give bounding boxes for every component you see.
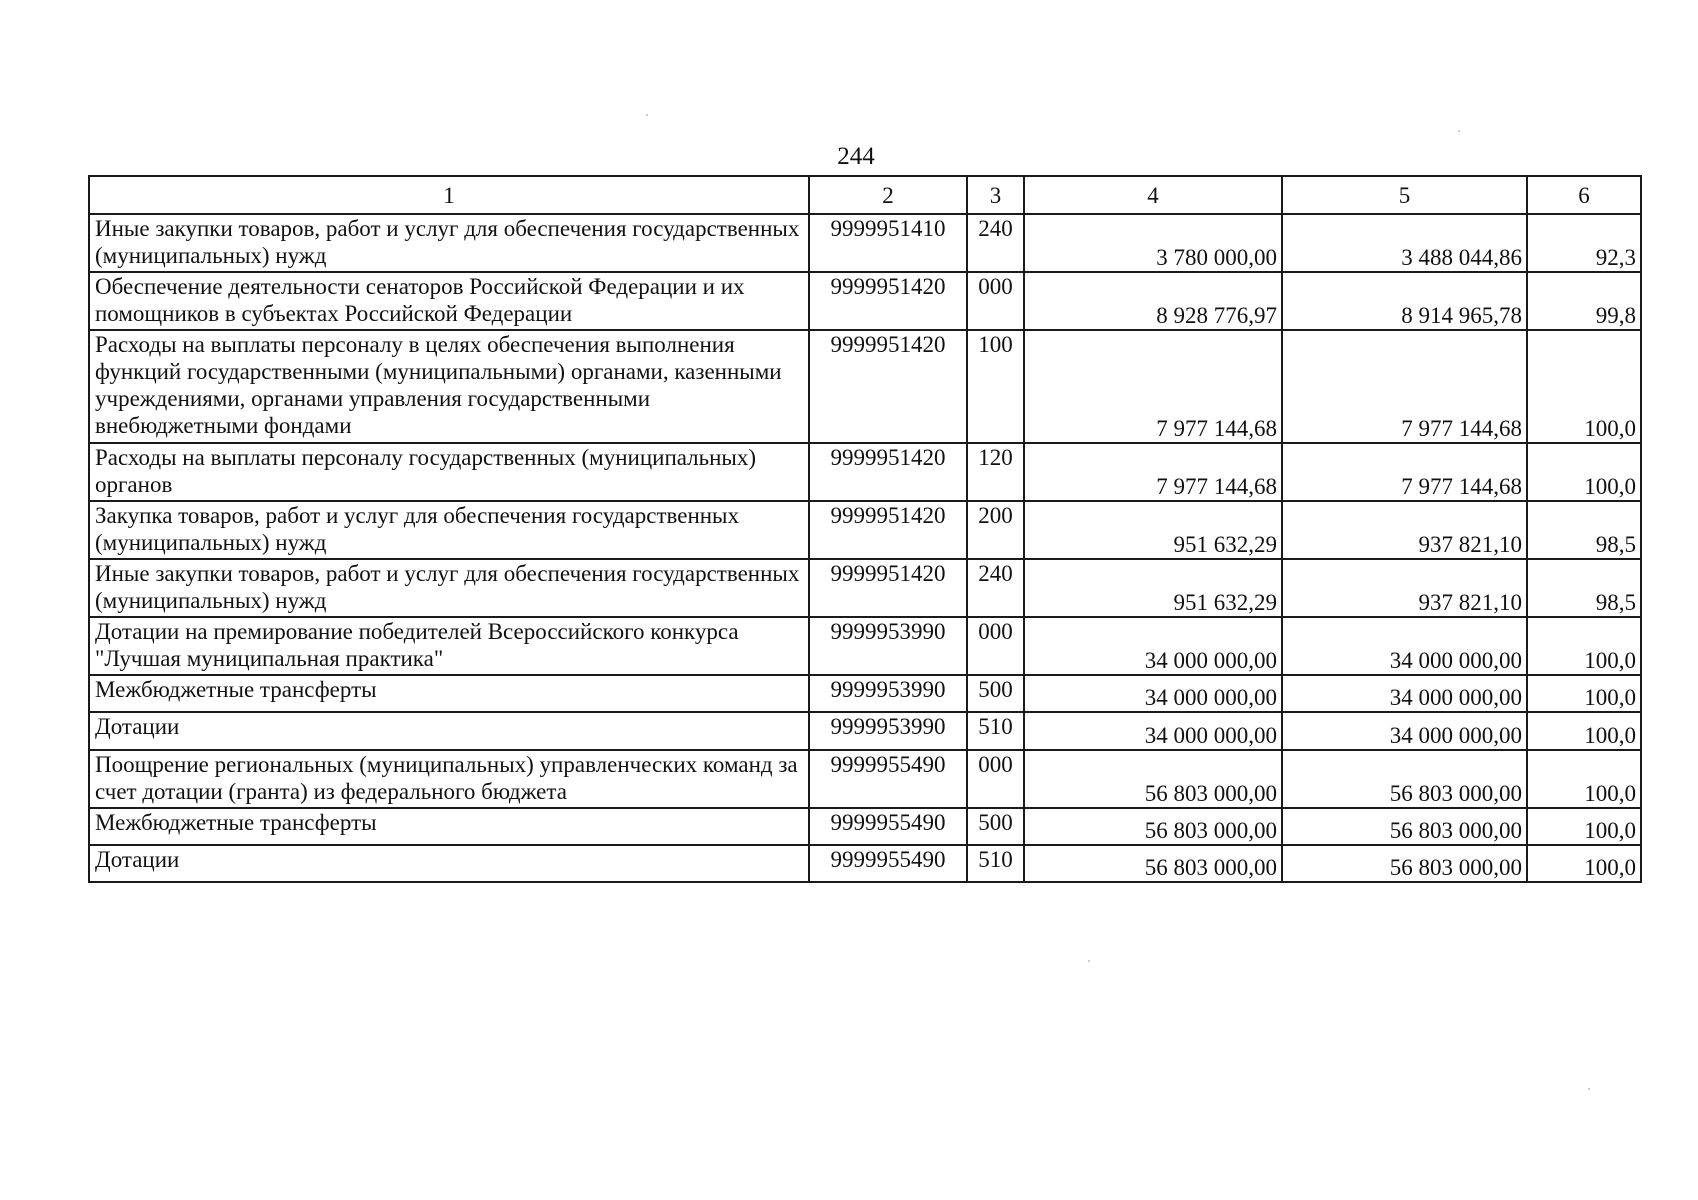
actual-amount-cell: 7 977 144,68: [1282, 330, 1527, 443]
target-code-cell: 9999953990: [809, 675, 967, 712]
percent-cell: 98,5: [1527, 559, 1641, 617]
table-row: [89, 559, 1641, 617]
percent-cell: 100,0: [1527, 845, 1641, 882]
expense-name-cell: Расходы на выплаты персоналу в целях обеспечения выполнения функций государственными (муниципальными) органами, казенными учреждениями, органами управления государственными внебюджетными фондами: [89, 330, 809, 443]
expense-name-cell: Дотации: [89, 845, 809, 882]
target-code-cell: 9999951420: [809, 443, 967, 501]
target-code-cell: 9999953990: [809, 712, 967, 750]
expense-name-cell: Иные закупки товаров, работ и услуг для обеспечения государственных (муниципальных) нужд: [89, 559, 809, 617]
target-code-cell: 9999955490: [809, 845, 967, 882]
expense-name-cell: Дотации: [89, 712, 809, 750]
planned-amount-cell: 7 977 144,68: [1024, 443, 1282, 501]
table-header-row: [89, 176, 1641, 214]
actual-amount-cell: 34 000 000,00: [1282, 617, 1527, 675]
expense-name-cell: Дотации на премирование победителей Всероссийского конкурса "Лучшая муниципальная практика": [89, 617, 809, 675]
expense-name-cell: Межбюджетные трансферты: [89, 675, 809, 712]
planned-amount-cell: 56 803 000,00: [1024, 750, 1282, 808]
percent-cell: 100,0: [1527, 808, 1641, 845]
target-code-cell: 9999951420: [809, 501, 967, 559]
table-row: [89, 330, 1641, 443]
actual-amount-cell: 7 977 144,68: [1282, 443, 1527, 501]
percent-cell: 92,3: [1527, 214, 1641, 272]
planned-amount-cell: 34 000 000,00: [1024, 617, 1282, 675]
table-row: [89, 501, 1641, 559]
actual-amount-cell: 8 914 965,78: [1282, 272, 1527, 330]
planned-amount-cell: 56 803 000,00: [1024, 845, 1282, 882]
percent-cell: 100,0: [1527, 443, 1641, 501]
column-number-3: 3: [967, 176, 1024, 214]
planned-amount-cell: 56 803 000,00: [1024, 808, 1282, 845]
actual-amount-cell: 3 488 044,86: [1282, 214, 1527, 272]
column-number-1: 1: [89, 176, 809, 214]
table-row: [89, 214, 1641, 272]
planned-amount-cell: 8 928 776,97: [1024, 272, 1282, 330]
table-row: [89, 808, 1641, 845]
column-number-4: 4: [1024, 176, 1282, 214]
expense-name-cell: Иные закупки товаров, работ и услуг для обеспечения государственных (муниципальных) нужд: [89, 214, 809, 272]
scan-speck: [1458, 130, 1460, 132]
percent-cell: 99,8: [1527, 272, 1641, 330]
expense-type-cell: 120: [967, 443, 1024, 501]
target-code-cell: 9999953990: [809, 617, 967, 675]
table-row: [89, 443, 1641, 501]
target-code-cell: 9999951420: [809, 330, 967, 443]
table-row: [89, 272, 1641, 330]
expense-type-cell: 510: [967, 712, 1024, 750]
table-row: [89, 617, 1641, 675]
expense-type-cell: 500: [967, 808, 1024, 845]
table-row: [89, 750, 1641, 808]
actual-amount-cell: 56 803 000,00: [1282, 750, 1527, 808]
expense-type-cell: 000: [967, 617, 1024, 675]
expense-type-cell: 000: [967, 272, 1024, 330]
planned-amount-cell: 951 632,29: [1024, 559, 1282, 617]
percent-cell: 100,0: [1527, 712, 1641, 750]
expense-type-cell: 100: [967, 330, 1024, 443]
budget-execution-table: [88, 175, 1642, 883]
planned-amount-cell: 951 632,29: [1024, 501, 1282, 559]
expense-type-cell: 240: [967, 559, 1024, 617]
expense-type-cell: 000: [967, 750, 1024, 808]
actual-amount-cell: 56 803 000,00: [1282, 808, 1527, 845]
expense-type-cell: 200: [967, 501, 1024, 559]
percent-cell: 100,0: [1527, 617, 1641, 675]
table-row: [89, 675, 1641, 712]
percent-cell: 100,0: [1527, 330, 1641, 443]
planned-amount-cell: 34 000 000,00: [1024, 712, 1282, 750]
table-row: [89, 845, 1641, 882]
actual-amount-cell: 34 000 000,00: [1282, 675, 1527, 712]
expense-name-cell: Поощрение региональных (муниципальных) управленческих команд за счет дотации (гранта) из федерального бюджета: [89, 750, 809, 808]
actual-amount-cell: 937 821,10: [1282, 559, 1527, 617]
expense-name-cell: Обеспечение деятельности сенаторов Российской Федерации и их помощников в субъектах Российской Федерации: [89, 272, 809, 330]
target-code-cell: 9999955490: [809, 750, 967, 808]
column-number-6: 6: [1527, 176, 1641, 214]
actual-amount-cell: 34 000 000,00: [1282, 712, 1527, 750]
actual-amount-cell: 937 821,10: [1282, 501, 1527, 559]
expense-type-cell: 500: [967, 675, 1024, 712]
planned-amount-cell: 7 977 144,68: [1024, 330, 1282, 443]
expense-name-cell: Закупка товаров, работ и услуг для обеспечения государственных (муниципальных) нужд: [89, 501, 809, 559]
scan-speck: [1588, 1088, 1590, 1090]
percent-cell: 100,0: [1527, 750, 1641, 808]
expense-type-cell: 510: [967, 845, 1024, 882]
target-code-cell: 9999951410: [809, 214, 967, 272]
expense-type-cell: 240: [967, 214, 1024, 272]
column-number-5: 5: [1282, 176, 1527, 214]
scan-speck: [1088, 960, 1090, 962]
expense-name-cell: Расходы на выплаты персоналу государственных (муниципальных) органов: [89, 443, 809, 501]
table-row: [89, 712, 1641, 750]
target-code-cell: 9999951420: [809, 559, 967, 617]
target-code-cell: 9999955490: [809, 808, 967, 845]
column-number-2: 2: [809, 176, 967, 214]
scan-speck: [646, 114, 648, 116]
percent-cell: 100,0: [1527, 675, 1641, 712]
page-number: 244: [837, 143, 875, 170]
planned-amount-cell: 3 780 000,00: [1024, 214, 1282, 272]
actual-amount-cell: 56 803 000,00: [1282, 845, 1527, 882]
percent-cell: 98,5: [1527, 501, 1641, 559]
planned-amount-cell: 34 000 000,00: [1024, 675, 1282, 712]
expense-name-cell: Межбюджетные трансферты: [89, 808, 809, 845]
target-code-cell: 9999951420: [809, 272, 967, 330]
